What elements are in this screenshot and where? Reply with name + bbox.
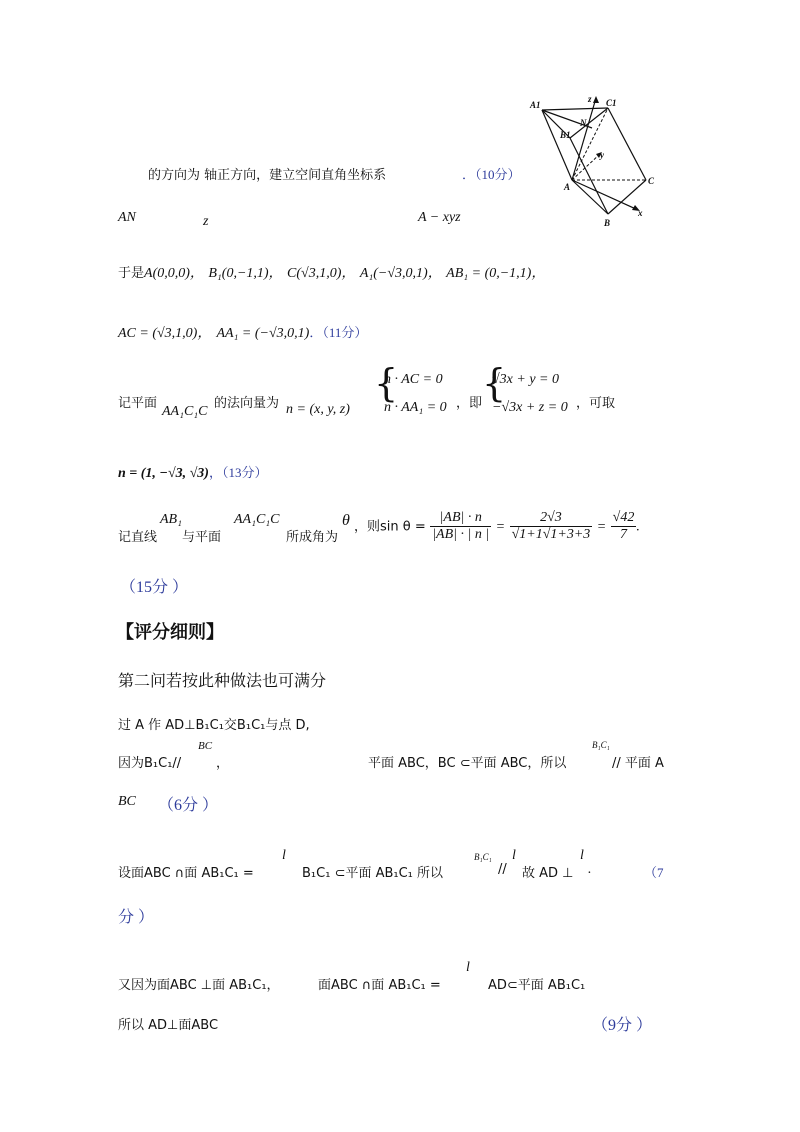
para-7-score: （9分 ） bbox=[592, 1017, 653, 1034]
label-a: A bbox=[564, 182, 571, 192]
line4-score: ．（11分） bbox=[309, 325, 368, 340]
system2-eq2: −√3x + z = 0 bbox=[492, 400, 568, 415]
equals-1: = bbox=[495, 519, 506, 535]
para-4b: B₁C₁ ⊂平面 AB₁C₁ 所以 bbox=[302, 866, 444, 881]
para-4-l3: l bbox=[580, 848, 584, 863]
edge-a-b bbox=[572, 180, 608, 214]
vector-ac: AC = (√3,1,0)， bbox=[118, 326, 212, 341]
fraction-3-num: √42 bbox=[612, 510, 635, 525]
line-ab1: AB₁ bbox=[160, 512, 182, 527]
system1-brace: { bbox=[374, 361, 399, 405]
sin-formula bbox=[354, 510, 640, 543]
normal-mid: 的法向量为 bbox=[214, 396, 280, 411]
point-c: C(√3,1,0)， bbox=[287, 266, 356, 281]
para-6b: 面ABC ∩面 AB₁C₁ = bbox=[318, 978, 441, 993]
fraction-1-den: |AB| · | n | bbox=[432, 527, 490, 542]
para-3a: BC bbox=[118, 794, 136, 809]
label-n: N bbox=[580, 118, 587, 128]
x-axis bbox=[572, 180, 638, 210]
edge-a1-c1 bbox=[542, 108, 608, 110]
para-4a: 设面ABC ∩面 AB₁C₁ = bbox=[118, 866, 254, 881]
fraction-3 bbox=[611, 510, 637, 543]
equals-2: = bbox=[596, 519, 607, 535]
angle-mid: 与平面 bbox=[182, 530, 222, 545]
fraction-2 bbox=[510, 510, 593, 543]
system1-eq1: n · AC = 0 bbox=[384, 372, 443, 387]
fraction-1 bbox=[430, 510, 491, 543]
sin-label: ，则sin θ = bbox=[354, 519, 426, 535]
prism-figure bbox=[520, 92, 660, 232]
para-2e: B₁C₁ bbox=[592, 740, 610, 750]
para-4d: 故 AD ⊥ bbox=[522, 866, 574, 881]
para-2a: 因为B₁C₁// bbox=[118, 756, 182, 771]
angle-prefix: 记直线 bbox=[118, 530, 158, 545]
fraction-2-den: √1+1√1+3+3 bbox=[511, 527, 591, 542]
fraction-3-den: 7 bbox=[619, 527, 627, 542]
axis-z: z bbox=[203, 214, 209, 229]
coords-prefix: 于是 bbox=[118, 266, 145, 281]
coord-system: A − xyz bbox=[418, 210, 461, 225]
para-4-dot: . bbox=[588, 862, 592, 877]
normal-result-line bbox=[118, 462, 267, 482]
section-subheading: 第二问若按此种做法也可满分 bbox=[118, 671, 327, 690]
label-c1: C1 bbox=[606, 98, 617, 108]
para-4c: // bbox=[498, 862, 507, 877]
coords-line bbox=[118, 262, 545, 282]
para-2f: // 平面 A bbox=[612, 756, 664, 771]
para-6-l: l bbox=[466, 960, 470, 975]
point-a: A(0,0,0)， bbox=[144, 266, 204, 281]
label-b1: B1 bbox=[560, 130, 571, 140]
label-z: z bbox=[588, 94, 592, 104]
edge-c1-c bbox=[608, 108, 646, 180]
label-c: C bbox=[648, 176, 655, 186]
para-5-score: 分 ） bbox=[118, 909, 155, 926]
line1-score: ．（10分） bbox=[462, 167, 521, 182]
system1-eq2: n · AA₁ = 0 bbox=[384, 400, 447, 415]
para-7a: 所以 AD⊥面ABC bbox=[118, 1018, 219, 1033]
vector-aa1: AA₁ = (−√3,0,1) bbox=[216, 326, 310, 341]
para-4-l2: l bbox=[512, 848, 516, 863]
edge-a1-a bbox=[542, 110, 572, 180]
point-a1: A₁(−√3,0,1)， bbox=[359, 266, 442, 281]
system2-brace: { bbox=[482, 361, 507, 405]
para-4-score: （7 bbox=[644, 865, 664, 880]
fraction-1-num: |AB| · n bbox=[430, 510, 491, 527]
fraction-2-num: 2√3 bbox=[510, 510, 593, 527]
point-b1: B₁(0,−1,1)， bbox=[208, 266, 283, 281]
system-ji: ，即 bbox=[456, 396, 483, 411]
line1-text: 的方向为 轴正方向，建立空间直角坐标系 bbox=[148, 168, 387, 183]
label-b: B bbox=[604, 218, 611, 228]
normal-prefix: 记平面 bbox=[118, 396, 158, 411]
plane-aa1c1c: AA₁C₁C bbox=[162, 404, 208, 419]
angle-mid2: 所成角为 bbox=[286, 530, 339, 545]
normal-result: n = (1, −√3, √3) bbox=[118, 466, 209, 481]
line8-score: （15分 ） bbox=[120, 579, 189, 596]
vectors-line bbox=[118, 322, 367, 342]
vector-ab1: AB₁ = (0,−1,1)， bbox=[446, 266, 546, 281]
system-tail: ，可取 bbox=[576, 396, 616, 411]
theta: θ bbox=[342, 512, 350, 529]
vector-an: AN bbox=[118, 210, 136, 225]
para-4-l1: l bbox=[282, 848, 286, 863]
para-2b: BC bbox=[198, 740, 213, 752]
para-6a: 又因为面ABC ⊥面 AB₁C₁， bbox=[118, 978, 280, 993]
para-2c: ， bbox=[216, 756, 230, 771]
label-a1: A1 bbox=[530, 100, 541, 110]
normal-vector: n = (x, y, z) bbox=[286, 402, 350, 417]
line6-score: ，（13分） bbox=[208, 465, 268, 480]
para-6c: AD⊂平面 AB₁C₁ bbox=[488, 978, 586, 993]
label-y: y bbox=[600, 150, 604, 160]
para-3-score: （6分 ） bbox=[158, 797, 219, 814]
plane-aa1c1c-2: AA₁C₁C bbox=[234, 512, 280, 527]
system2-eq1: √3x + y = 0 bbox=[492, 372, 560, 387]
para-1: 过 A 作 AD⊥B₁C₁交B₁C₁与点 D, bbox=[118, 718, 310, 733]
label-x: x bbox=[638, 208, 643, 218]
period: . bbox=[636, 519, 640, 535]
para-4e: B₁C₁ bbox=[474, 852, 492, 862]
para-2d: 平面 ABC，BC ⊂平面 ABC，所以 bbox=[368, 756, 567, 771]
section-heading: 【评分细则】 bbox=[116, 622, 224, 643]
